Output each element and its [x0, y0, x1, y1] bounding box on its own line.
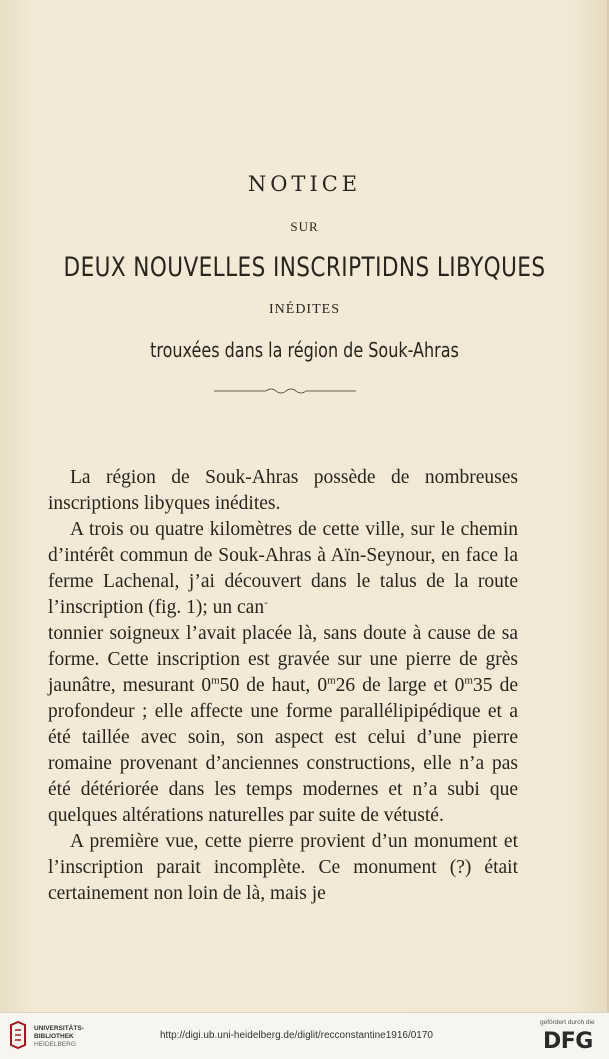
library-name: UNIVERSITÄTS- BIBLIOTHEK HEIDELBERG [34, 1025, 84, 1048]
sponsor-caption: gefördert durch die [540, 1019, 595, 1026]
dfg-logo: DFG [543, 1029, 593, 1054]
body-text [48, 465, 518, 907]
ornament-rule-icon [214, 385, 356, 397]
heading-sur: SUR [290, 219, 319, 234]
permalink-url[interactable]: http://digi.ub.uni-heidelberg.de/diglit/recconstantine1916/0170 [160, 1030, 433, 1041]
heading-notice: NOTICE [247, 172, 362, 196]
heading-subtitle: trouxées dans la région de Souk-Ahras [150, 338, 459, 362]
footer-bar [0, 1012, 609, 1059]
paragraph-3: A première vue, cette pierre provient d’un monument et l’inscription parait incomplète. Ce monument (?) était certainement non loin de là, mais je [48, 831, 518, 904]
heading-main-title: DEUX NOUVELLES INSCRIPTIDNS LIBYQUES [63, 252, 546, 283]
heading-inedites: INÉDITES [269, 302, 340, 317]
university-library-logo-icon [8, 1021, 28, 1049]
paragraph-1: La région de Souk-Ahras possède de nombreuses inscriptions libyques inédites. [48, 467, 518, 514]
paragraph-2: A trois ou quatre kilomètres de cette ville, sur le chemin d’intérêt commun de Souk-Ahras à Aïn-Seynour, en face la ferme Lachenal, j’ai découvert dans le talus de la route l’inscription (fig. 1); un can- tonnier soigneux l’avait placée là, sans doute à cause de sa forme. Cette inscription est gravée sur une pierre de grès jaunâtre, mesurant 0$^m$50 de haut, 0$^m$26 de large et 0$^m$35 de profondeur ; elle affecte une forme parallélipipédique et a été taillée avec soin, son aspect est celui d’une pierre romaine provenant d’anciennes constructions, elle n’a pas été détériorée dans les temps modernes et n’a subi que quelques altérations naturelles par suite de vétusté. [48, 519, 518, 826]
